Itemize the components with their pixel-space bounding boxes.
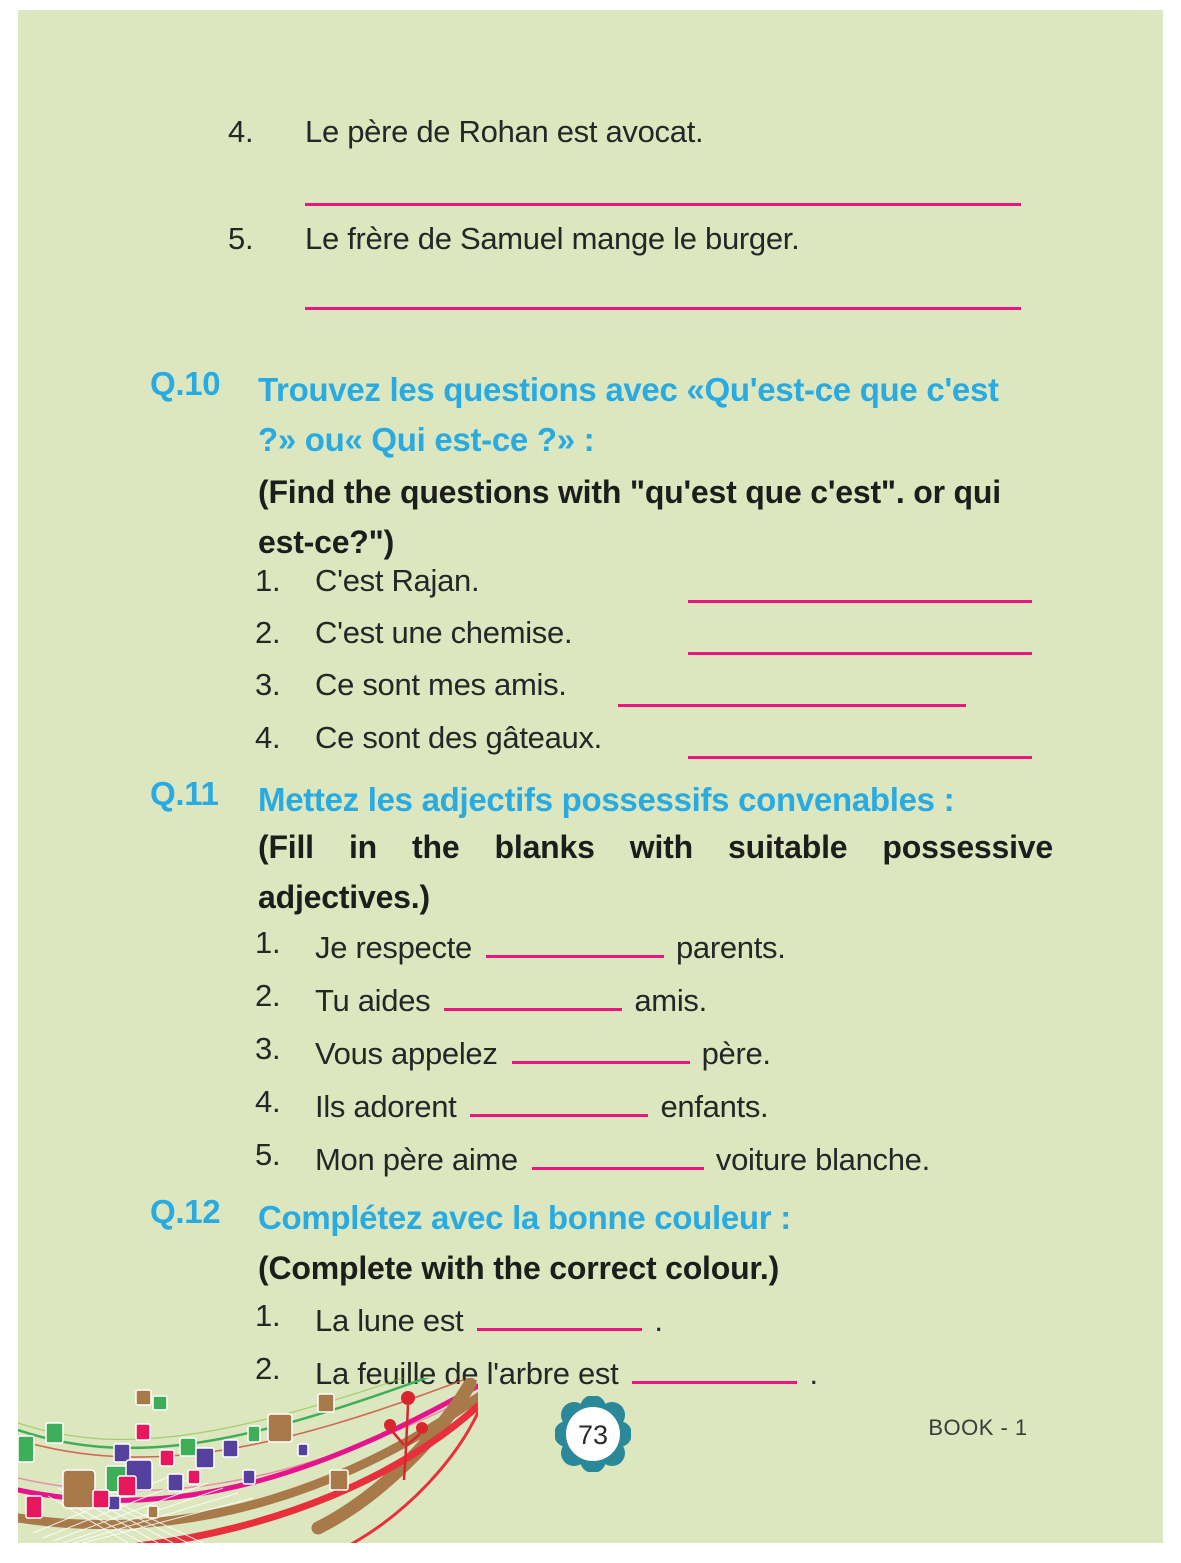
item-text: La feuille de l'arbre est . [315,1351,818,1392]
item-number: 2. [255,978,281,1013]
question-title-french [258,365,1058,465]
title-line: (Find the questions with "qu'est que c'est". or qui [258,474,1001,510]
item-text: Le père de Rohan est avocat. [305,114,704,149]
item-number: 4. [228,114,254,149]
list-item [18,221,1163,263]
item-text: Ce sont mes amis. [315,667,567,702]
fill-in-blank [477,1298,642,1331]
item-number: 1. [255,563,281,598]
list-item [18,563,1163,605]
item-number: 1. [255,1298,281,1333]
fill-in-blank [632,1351,797,1384]
title-line: Mettez les adjectifs possessifs convenables : [258,781,955,818]
question-label: Q.11 [150,775,219,812]
list-item [18,978,1163,1020]
item-number: 4. [255,1084,281,1119]
list-item [18,1084,1163,1126]
item-text: C'est une chemise. [315,615,573,650]
answer-blank-line [688,756,1032,759]
item-text: Mon père aime voiture blanche. [315,1137,930,1178]
question-title-english [258,467,1053,567]
item-text: Vous appelez père. [315,1031,771,1072]
question-title-english [258,1243,1053,1293]
title-line: adjectives.) [258,879,430,915]
list-item [18,667,1163,709]
item-number: 2. [255,1351,281,1386]
decorative-swirls-graphic [18,1378,478,1543]
item-number: 4. [255,720,281,755]
list-item [18,925,1163,967]
item-number: 5. [255,1137,281,1172]
fill-in-blank [532,1137,704,1170]
question-label: Q.12 [150,1193,221,1230]
item-text: Ce sont des gâteaux. [315,720,602,755]
item-number: 5. [228,221,254,256]
title-line: Trouvez les questions avec «Qu'est-ce que c'est [258,371,999,408]
book-label: BOOK - 1 [928,1415,1028,1440]
list-item [18,1031,1163,1073]
question-title-french [258,1193,1058,1243]
fill-in-blank [444,978,622,1011]
fill-in-blank [512,1031,690,1064]
question-title-french [258,775,1058,825]
list-item [18,1298,1163,1340]
title-line: (Complete with the correct colour.) [258,1250,780,1286]
item-number: 1. [255,925,281,960]
item-text: Ils adorent enfants. [315,1084,768,1125]
title-line: est-ce?") [258,524,395,560]
answer-blank-line [688,600,1032,603]
item-text: Tu aides amis. [315,978,707,1019]
workbook-page [18,10,1163,1543]
item-number: 2. [255,615,281,650]
item-text: Je respecte parents. [315,925,786,966]
question-title-english [258,822,1053,922]
answer-blank-line [688,652,1032,655]
title-line: Complétez avec la bonne couleur : [258,1199,791,1236]
question-label: Q.10 [150,365,221,402]
page-number-badge [555,1396,631,1472]
title-line: ?» ou« Qui est-ce ?» : [258,421,595,458]
item-text: Le frère de Samuel mange le burger. [305,221,800,256]
list-item [18,615,1163,657]
answer-blank-line [618,704,966,707]
item-text: C'est Rajan. [315,563,480,598]
fill-in-blank [486,925,664,958]
item-text: La lune est . [315,1298,663,1339]
item-number: 3. [255,1031,281,1066]
page-number: 73 [577,1420,609,1450]
answer-blank-line [305,203,1021,206]
title-line: (Fill in the blanks with suitable possessive [258,829,1053,865]
answer-blank-line [305,307,1021,310]
item-number: 3. [255,667,281,702]
fill-in-blank [470,1084,648,1117]
list-item [18,114,1163,156]
list-item [18,1137,1163,1179]
